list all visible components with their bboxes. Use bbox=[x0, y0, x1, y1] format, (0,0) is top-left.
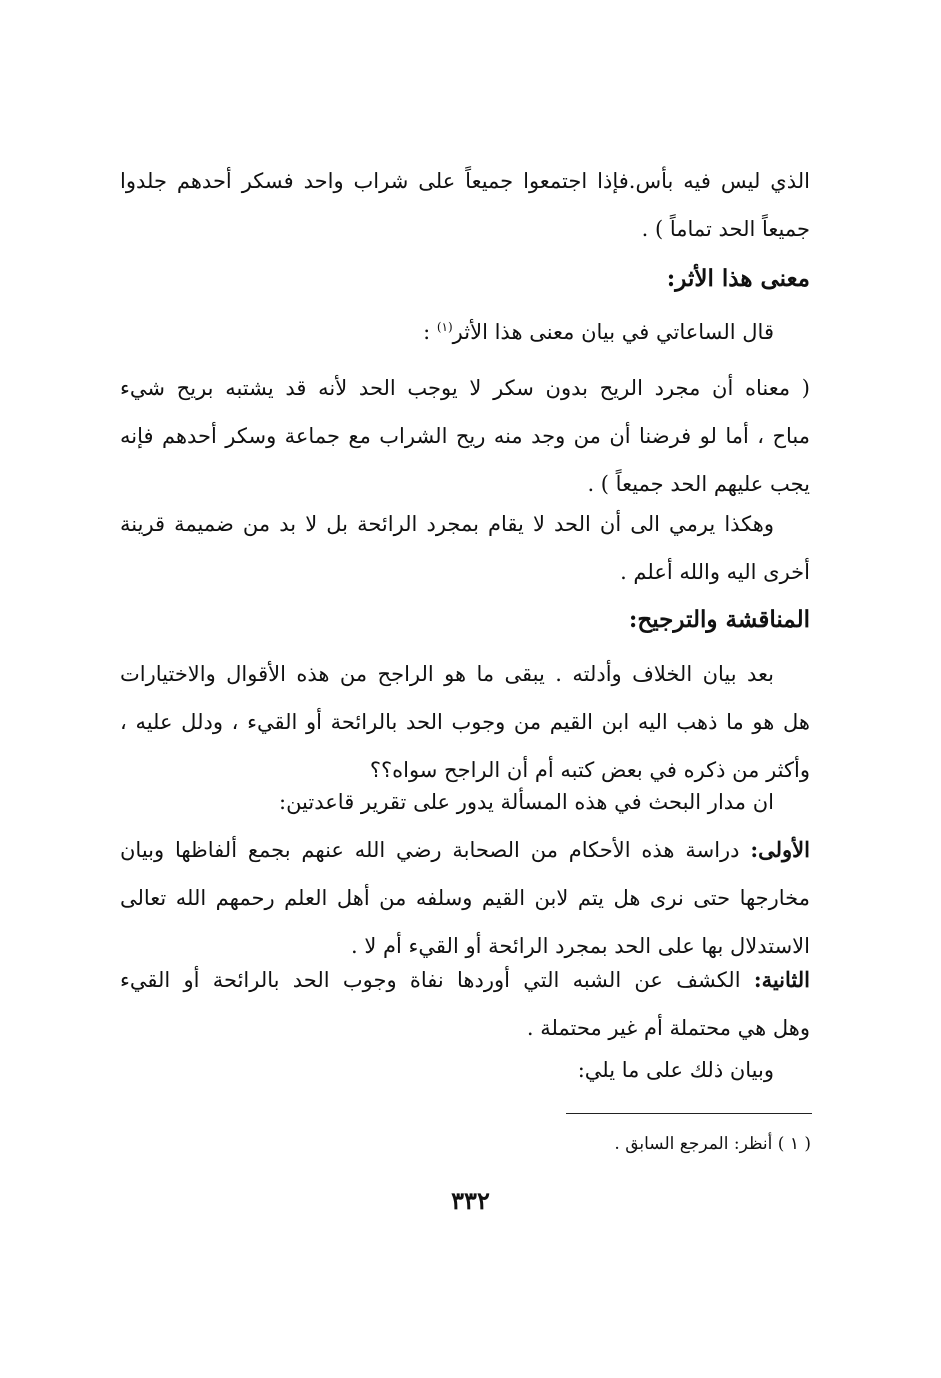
text-line: وأكثر من ذكره في بعض كتبه أم أن الراجح سواه؟؟ bbox=[369, 758, 810, 782]
heading-meaning: معنى هذا الأثر: bbox=[666, 265, 810, 292]
footnote bbox=[614, 1134, 811, 1154]
paragraph-quote bbox=[120, 364, 810, 508]
text-line: الاستدلال بها على الحد بمجرد الرائحة أو القيء أم لا . bbox=[351, 934, 810, 958]
text-line: أخرى اليه والله أعلم . bbox=[620, 560, 810, 584]
footnote-divider bbox=[566, 1113, 812, 1114]
section-heading bbox=[120, 255, 810, 303]
text-line: الثانية: الكشف عن الشبه التي أوردها نفاة وجوب الحد بالرائحة أو القيء bbox=[120, 967, 810, 992]
footnote-text: أنظر: المرجع السابق . bbox=[614, 1134, 773, 1154]
lead-first: الأولى: bbox=[750, 837, 810, 862]
text-line: جميعاً الحد تماماً ) . bbox=[641, 217, 810, 241]
text-line: مباح ، أما لو فرضنا أن من وجد منه ريح الشراب مع جماعة وسكر أحدهم فإنه bbox=[120, 424, 810, 448]
text-line: وبيان ذلك على ما يلي: bbox=[577, 1058, 774, 1082]
lead-second: الثانية: bbox=[753, 967, 810, 992]
text-line: ( معناه أن مجرد الريح بدون سكر لا يوجب الحد لأنه قد يشتبه بريح شيء bbox=[120, 376, 810, 400]
paragraph-first-rule bbox=[120, 826, 810, 970]
paragraph-sa3ati-intro bbox=[120, 308, 810, 356]
section-heading bbox=[120, 596, 810, 644]
text-line: يجب عليهم الحد جميعاً ) . bbox=[587, 472, 810, 496]
text-line: الأولى: دراسة هذه الأحكام من الصحابة رضي الله عنهم بجمع ألفاظها وبيان bbox=[120, 837, 810, 862]
page-number: ٣٣٢ bbox=[451, 1186, 490, 1215]
text-line: ان مدار البحث في هذه المسألة يدور على تقرير قاعدتين: bbox=[279, 790, 774, 814]
text-line: قال الساعاتي في بيان معنى هذا الأثر$^{(١)}$ : bbox=[423, 320, 774, 344]
text-line: هل هو ما ذهب اليه ابن القيم من وجوب الحد بالرائحة أو القيء ، ودلل عليه ، bbox=[120, 710, 810, 734]
paragraph-two-rules bbox=[120, 778, 810, 826]
text-line: وهل هي محتملة أم غير محتملة . bbox=[526, 1016, 810, 1040]
text-line: بعد بيان الخلاف وأدلته . يبقى ما هو الراجح من هذه الأقوال والاختيارات bbox=[120, 662, 774, 686]
heading-discussion: المناقشة والترجيح: bbox=[628, 606, 810, 633]
footnote-number: ( ١ ) bbox=[777, 1134, 811, 1154]
text-line: الذي ليس فيه بأس.فإذا اجتمعوا جميعاً على شراب واحد فسكر أحدهم جلدوا bbox=[120, 169, 810, 193]
paragraph-conclusion bbox=[120, 500, 810, 596]
paragraph-second-rule bbox=[120, 956, 810, 1052]
text-line: مخارجها حتى نرى هل يتم لابن القيم وسلفه من أهل العلم رحمهم الله تعالى bbox=[120, 886, 810, 910]
text-line: وهكذا يرمي الى أن الحد لا يقام بمجرد الرائحة بل لا بد من ضميمة قرينة bbox=[120, 512, 774, 536]
paragraph-closing bbox=[120, 1046, 810, 1094]
paragraph-continuation bbox=[120, 157, 810, 253]
footnote-ref: (١) bbox=[436, 320, 453, 334]
paragraph-discussion bbox=[120, 650, 810, 794]
